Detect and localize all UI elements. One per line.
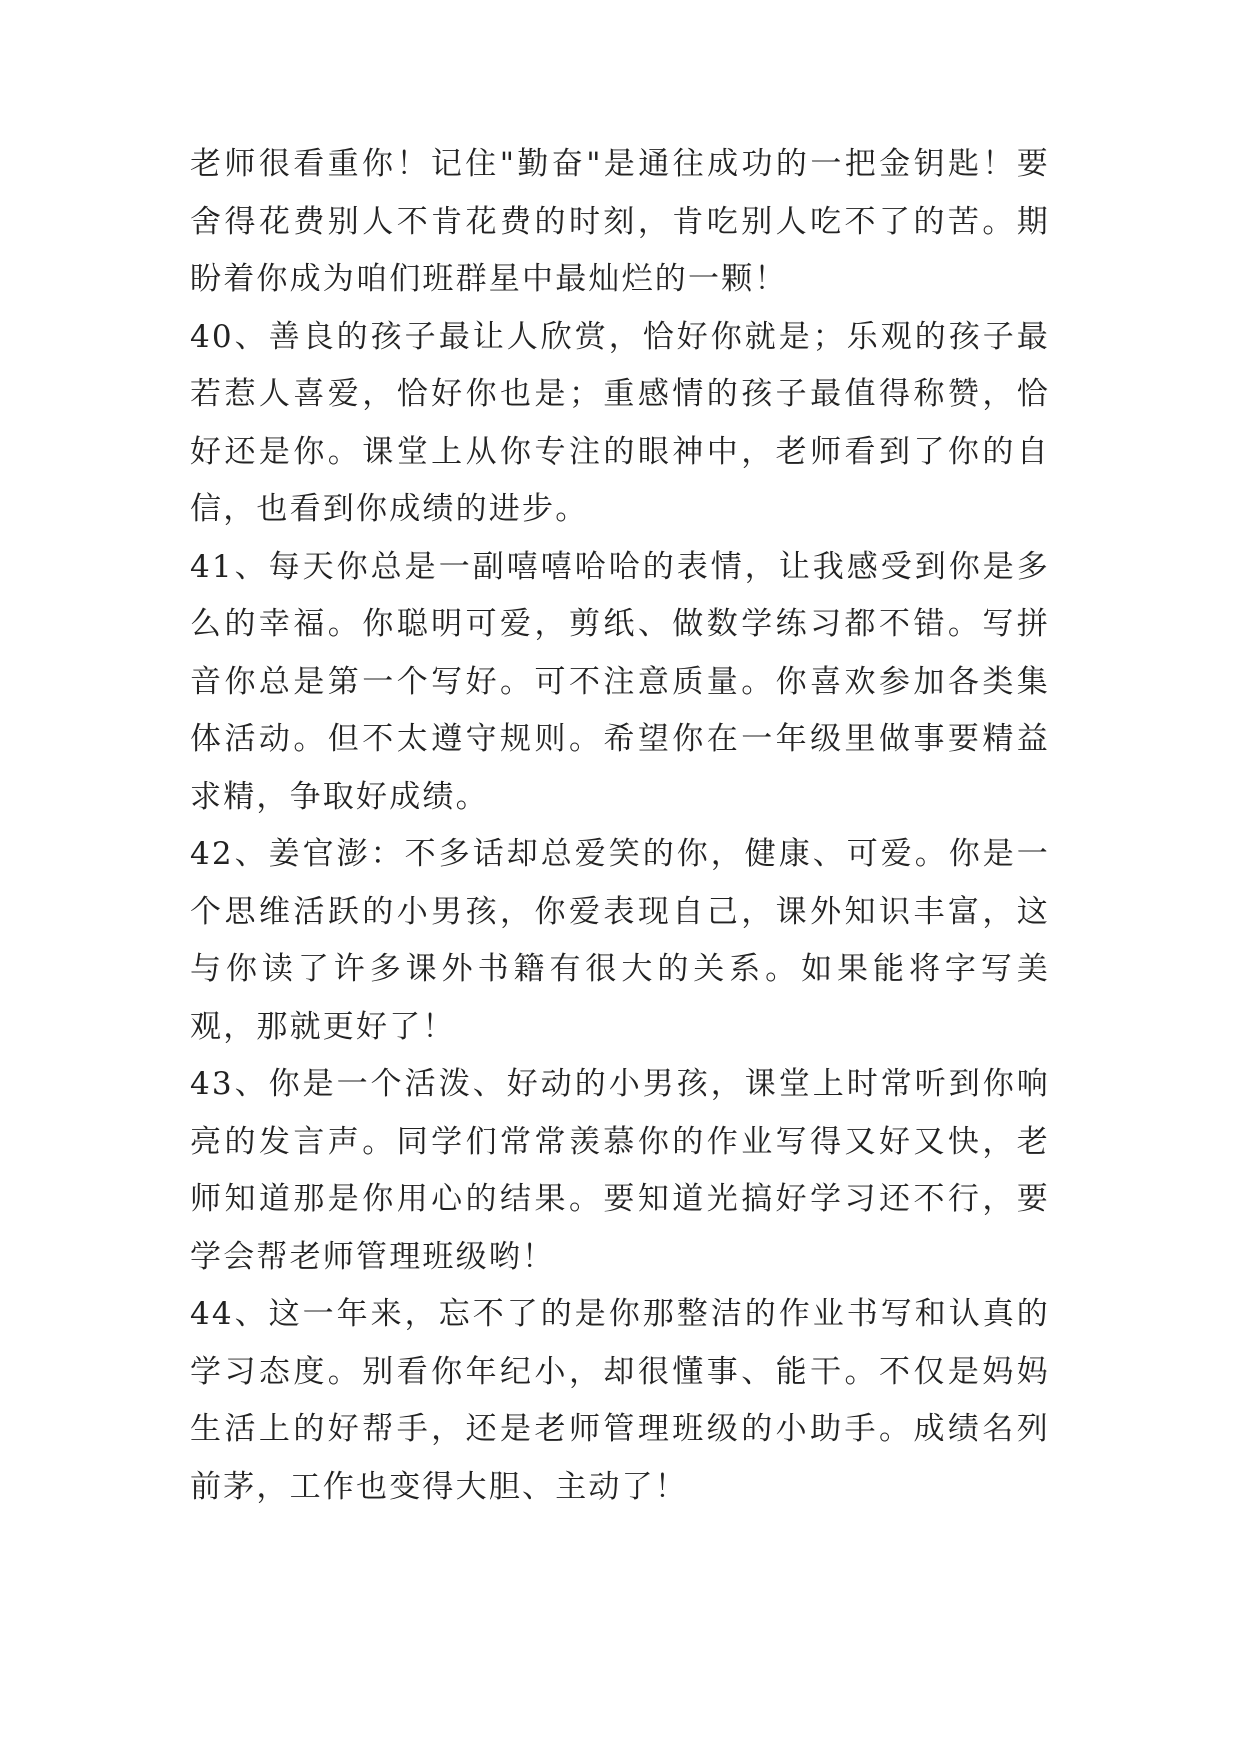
paragraph-40: 40、善良的孩子最让人欣赏，恰好你就是；乐观的孩子最若惹人喜爱，恰好你也是；重感情的孩子最值得称赞，恰好还是你。课堂上从你专注的眼神中，老师看到了你的自信，也看到你成绩的进步。 xyxy=(190,318,1050,527)
paragraph-42: 42、姜官澎：不多话却总爱笑的你，健康、可爱。你是一个思维活跃的小男孩，你爱表现自己，课外知识丰富，这与你读了许多课外书籍有很大的关系。如果能将字写美观，那就更好了！ xyxy=(190,836,1050,1045)
paragraph-41: 41、每天你总是一副嘻嘻哈哈的表情，让我感受到你是多么的幸福。你聪明可爱，剪纸、做数学练习都不错。写拼音你总是第一个写好。可不注意质量。你喜欢参加各类集体活动。但不太遵守规则。希望你在一年级里做事要精益求精，争取好成绩。 xyxy=(190,548,1050,815)
paragraph-intro: 老师很看重你！记住"勤奋"是通往成功的一把金钥匙！要舍得花费别人不肯花费的时刻，肯吃别人吃不了的苦。期盼着你成为咱们班群星中最灿烂的一颗！ xyxy=(190,146,1050,297)
paragraph-43: 43、你是一个活泼、好动的小男孩，课堂上时常听到你响亮的发言声。同学们常常羡慕你的作业写得又好又快，老师知道那是你用心的结果。要知道光搞好学习还不行，要学会帮老师管理班级哟！ xyxy=(190,1066,1050,1275)
document-body xyxy=(190,136,1050,1516)
paragraph-44: 44、这一年来，忘不了的是你那整洁的作业书写和认真的学习态度。别看你年纪小，却很懂事、能干。不仅是妈妈生活上的好帮手，还是老师管理班级的小助手。成绩名列前茅，工作也变得大胆、主动了！ xyxy=(190,1296,1050,1505)
